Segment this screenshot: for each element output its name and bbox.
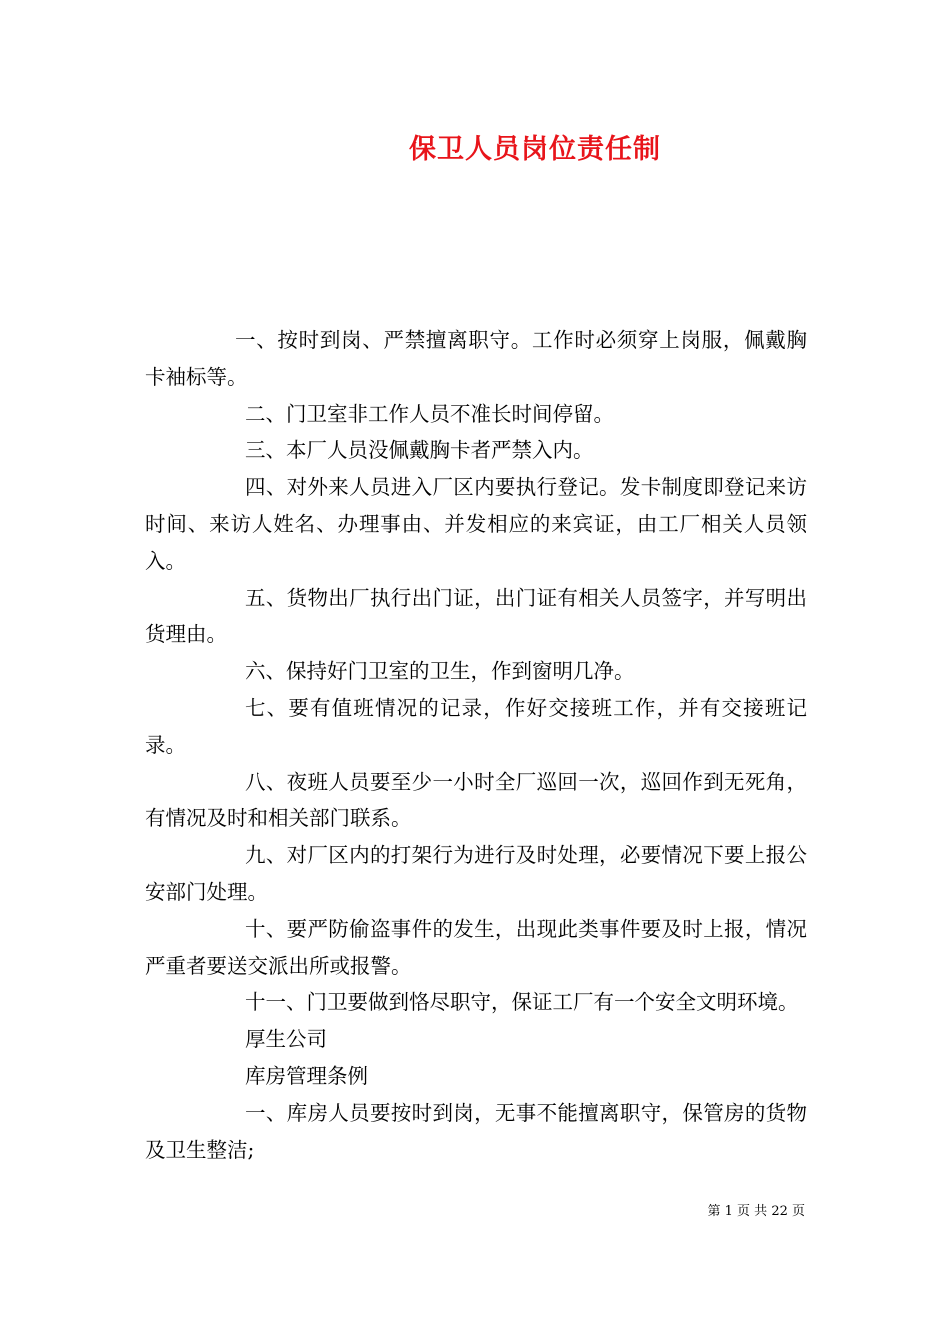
paragraph: 二、门卫室非工作人员不准长时间停留。 (245, 401, 614, 426)
paragraph: 八、夜班人员要至少一小时全厂巡回一次，巡回作到无死角，有情况及时和相关部门联系。 (145, 769, 807, 831)
company-name: 厚生公司 (245, 1027, 327, 1052)
document-body (145, 322, 807, 1168)
paragraph: 七、要有值班情况的记录，作好交接班工作，并有交接班记录。 (145, 695, 807, 757)
paragraph: 十、要严防偷盗事件的发生，出现此类事件要及时上报，情况严重者要送交派出所或报警。 (145, 916, 807, 978)
paragraph: 三、本厂人员没佩戴胸卡者严禁入内。 (245, 438, 594, 463)
section-heading: 库房管理条例 (245, 1063, 368, 1088)
paragraph: 一、按时到岗、严禁擅离职守。工作时必须穿上岗服，佩戴胸卡袖标等。 (145, 328, 807, 389)
paragraph: 一、库房人员要按时到岗，无事不能擅离职守，保管房的货物及卫生整洁; (145, 1100, 807, 1162)
paragraph: 四、对外来人员进入厂区内要执行登记。发卡制度即登记来访时间、来访人姓名、办理事由、并发相应的来宾证，由工厂相关人员领入。 (145, 475, 807, 573)
paragraph: 六、保持好门卫室的卫生，作到窗明几净。 (245, 659, 635, 684)
paragraph: 五、货物出厂执行出门证，出门证有相关人员签字，并写明出货理由。 (145, 585, 807, 647)
paragraph: 十一、门卫要做到恪尽职守，保证工厂有一个安全文明环境。 (245, 990, 799, 1015)
paragraph: 九、对厂区内的打架行为进行及时处理，必要情况下要上报公安部门处理。 (145, 843, 807, 904)
page-number: 第 1 页 共 22 页 (707, 1204, 805, 1219)
document-title: 保卫人员岗位责任制 (409, 134, 661, 165)
